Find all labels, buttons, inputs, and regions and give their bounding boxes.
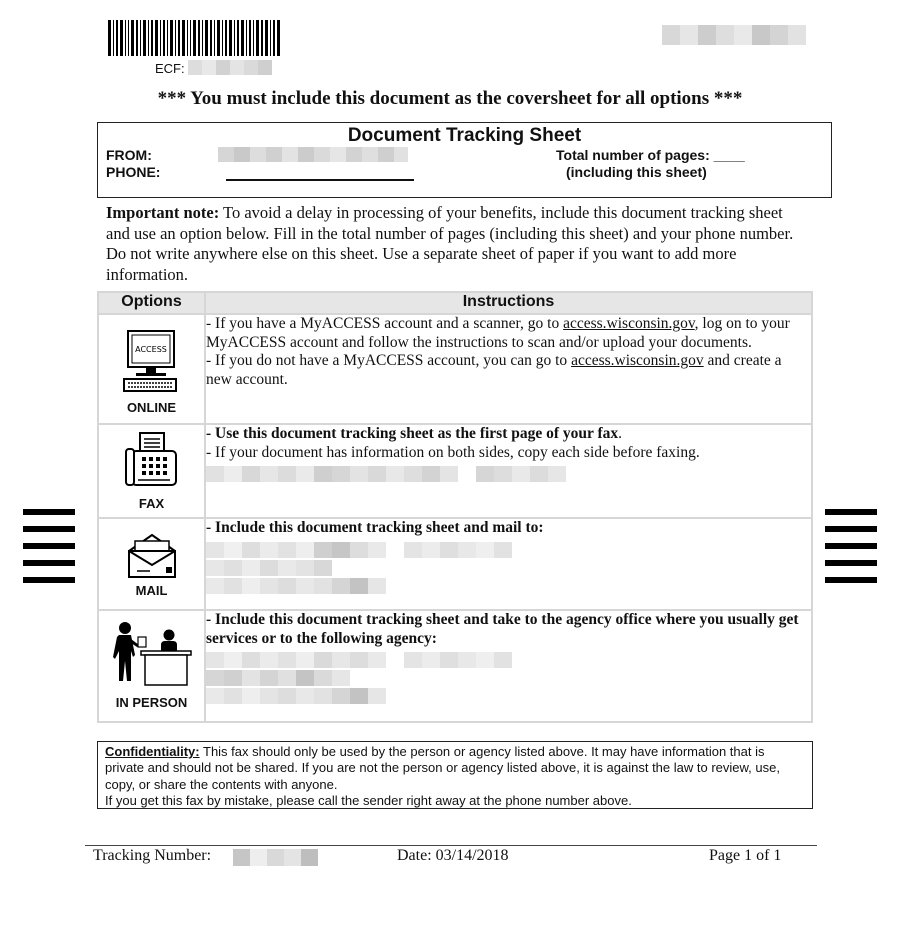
- document-tracking-sheet: [97, 122, 832, 198]
- important-note-label: Important note:: [106, 203, 220, 222]
- mail-label: MAIL: [135, 583, 168, 598]
- online-line1-post: , log on to your MyACCESS account and follow the instructions to scan and/or upload your documents.: [206, 315, 790, 351]
- options-header: Options: [98, 292, 205, 314]
- mail-address-redaction-1: [206, 542, 811, 558]
- coversheet-banner: *** You must include this document as the coversheet for all options ***: [157, 88, 743, 109]
- from-label: FROM:: [106, 147, 152, 163]
- fax-instructions: [205, 424, 812, 518]
- in-person-icon: [111, 621, 195, 687]
- phone-label: PHONE:: [106, 164, 161, 180]
- confidentiality-label: Confidentiality:: [105, 744, 200, 759]
- fax-label: FAX: [138, 496, 165, 511]
- agency-redaction-1: [206, 652, 811, 668]
- left-registration-marks: [23, 509, 75, 583]
- barcode: [108, 20, 322, 56]
- agency-redaction-2: [206, 670, 811, 686]
- confidentiality-text-2: If you get this fax by mistake, please call the sender right away at the phone number above.: [105, 792, 632, 808]
- online-label: ONLINE: [126, 400, 177, 415]
- in-person-label: IN PERSON: [115, 695, 188, 710]
- footer-date: Date: 03/14/2018: [397, 847, 509, 864]
- fax-icon: [124, 431, 180, 491]
- mail-address-redaction-2: [206, 560, 811, 576]
- agency-redaction-3: [206, 688, 811, 704]
- tracking-number-redaction: [233, 849, 318, 866]
- important-note: [106, 203, 806, 285]
- online-instructions: [205, 314, 812, 424]
- option-fax: [98, 424, 205, 518]
- footer-page: Page 1 of 1: [709, 847, 782, 864]
- envelope-icon: [126, 533, 178, 579]
- phone-field[interactable]: [226, 179, 414, 181]
- mail-address-redaction-3: [206, 578, 811, 594]
- confidentiality-box: [97, 741, 813, 809]
- top-right-redaction: [662, 25, 806, 45]
- right-registration-marks: [825, 509, 877, 583]
- ecf-label: ECF:: [155, 61, 185, 76]
- instructions-header: Instructions: [205, 292, 812, 314]
- tracking-sheet-title: Document Tracking Sheet: [347, 125, 582, 146]
- from-redaction: [218, 147, 408, 162]
- mail-line1: - Include this document tracking sheet and mail to:: [206, 519, 544, 536]
- fax-line1-end: .: [618, 425, 623, 442]
- computer-icon: [122, 329, 182, 395]
- in-person-instructions: [205, 610, 812, 722]
- important-note-text: To avoid a delay in processing of your benefits, include this document tracking sheet and use an option below. Fill in the total number of pages (including this sheet) and your phone number. Do not write anywhere else on this sheet. Use a separate sheet of paper if you want to add more information.: [106, 203, 794, 284]
- fax-line2: - If your document has information on both sides, copy each side before faxing.: [206, 443, 700, 461]
- total-pages-sub: (including this sheet): [566, 164, 707, 180]
- fax-number-redaction: [206, 466, 811, 482]
- total-pages-label: Total number of pages: ____: [556, 147, 745, 163]
- online-line2-post: and create a new account.: [206, 352, 782, 388]
- ecf-redaction: [188, 60, 272, 75]
- access-wisconsin-link-2[interactable]: access.wisconsin.gov: [571, 352, 704, 370]
- online-line2-pre: - If you do not have a MyACCESS account, you can go to: [206, 352, 572, 370]
- confidentiality-text: This fax should only be used by the person or agency listed above. It may have information that is private and should not be shared. If you are not the person or agency listed above, it is against the law to review, use, copy, or share the contents with anyone.: [105, 744, 780, 792]
- fax-line1: - Use this document tracking sheet as the first page of your fax: [206, 425, 619, 442]
- footer-rule: [85, 845, 817, 846]
- access-wisconsin-link[interactable]: access.wisconsin.gov: [563, 315, 695, 332]
- mail-instructions: [205, 518, 812, 610]
- tracking-number-label: Tracking Number:: [93, 847, 212, 864]
- option-mail: [98, 518, 205, 610]
- option-online: [98, 314, 205, 424]
- online-line1-pre: - If you have a MyACCESS account and a scanner, go to: [206, 315, 564, 332]
- in-person-line1: - Include this document tracking sheet and take to the agency office where you usually get services or to the following agency:: [206, 611, 799, 647]
- options-table: [97, 291, 813, 723]
- access-screen-text: ACCESS: [135, 345, 167, 354]
- option-in-person: [98, 610, 205, 722]
